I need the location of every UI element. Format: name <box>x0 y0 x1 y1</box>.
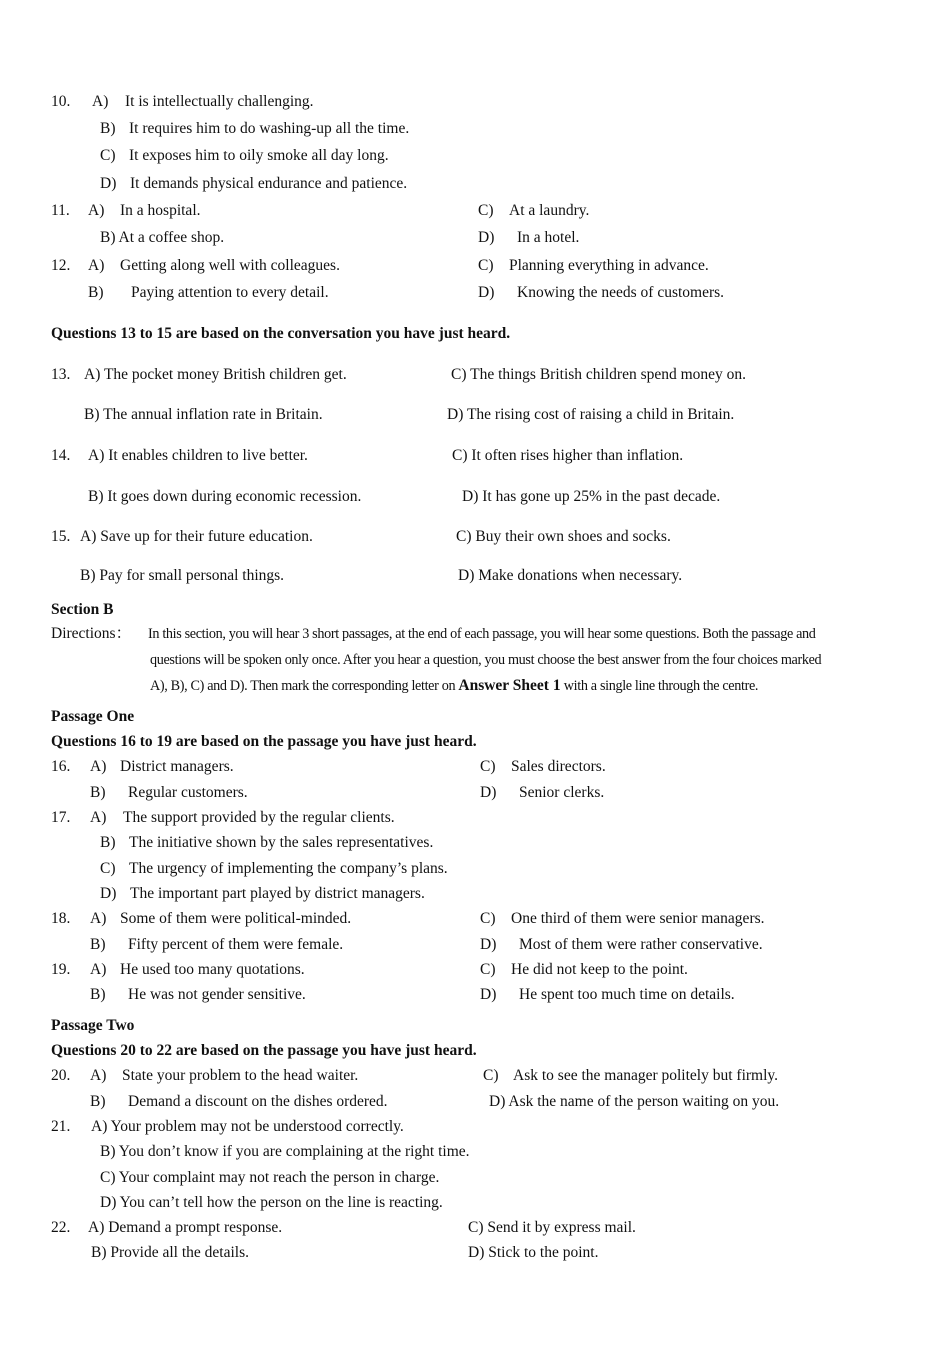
option-key: B) <box>90 1093 106 1110</box>
option-text: Getting along well with colleagues. <box>120 257 340 274</box>
option-key: D) <box>480 986 497 1003</box>
option-key: A) <box>90 758 107 775</box>
option-text: Paying attention to every detail. <box>131 284 329 301</box>
section-title: Section B <box>51 601 114 618</box>
option-key: A) <box>92 93 109 110</box>
option-text: B) At a coffee shop. <box>100 229 225 246</box>
option-text: It demands physical endurance and patience. <box>130 175 408 192</box>
question-number: 16. <box>51 758 71 775</box>
option-key: A) <box>90 910 107 927</box>
option-key: C) <box>100 860 116 877</box>
option-text: He used too many quotations. <box>120 961 305 978</box>
option-text: A) Demand a prompt response. <box>88 1219 283 1236</box>
option-text: D) Make donations when necessary. <box>458 567 683 584</box>
option-key: C) <box>480 758 496 775</box>
option-text: Some of them were political-minded. <box>120 910 352 927</box>
option-text: It exposes him to oily smoke all day long. <box>129 147 389 164</box>
option-key: D) <box>100 885 117 902</box>
option-key: B) <box>100 834 116 851</box>
option-key: B) <box>100 120 116 137</box>
option-key: C) <box>100 147 116 164</box>
option-key: A) <box>88 202 105 219</box>
option-text: A) It enables children to live better. <box>88 447 308 464</box>
option-text: B) Provide all the details. <box>91 1244 249 1261</box>
option-text: Ask to see the manager politely but firmly. <box>513 1067 779 1084</box>
directions-label: Directions： <box>51 625 132 642</box>
option-key: B) <box>90 936 106 953</box>
directions-text: In this section, you will hear 3 short passages, at the end of each passage, you will hear some questions. Both the passage and <box>148 626 816 642</box>
option-key: B) <box>90 986 106 1003</box>
option-text: D) The rising cost of raising a child in Britain. <box>447 406 735 423</box>
option-text: C) It often rises higher than inflation. <box>452 447 684 464</box>
directions-text-part: with a single line through the centre. <box>560 678 759 694</box>
option-text: A) Your problem may not be understood correctly. <box>91 1118 404 1135</box>
option-key: B) <box>88 284 104 301</box>
directions-text: questions will be spoken only once. After you hear a question, you must choose the best answer from the four choices marked <box>150 652 822 668</box>
directions-text <box>150 676 758 696</box>
option-text: Planning everything in advance. <box>509 257 709 274</box>
option-text: Knowing the needs of customers. <box>517 284 725 301</box>
question-number: 12. <box>51 257 71 274</box>
directions-text-part: A), B), C) and D). Then mark the corresponding letter on <box>150 678 459 694</box>
option-text: He was not gender sensitive. <box>128 986 306 1003</box>
option-text: The support provided by the regular clients. <box>123 809 395 826</box>
option-text: C) Buy their own shoes and socks. <box>456 528 671 545</box>
option-text: D) It has gone up 25% in the past decade. <box>462 488 721 505</box>
option-text: Regular customers. <box>128 784 248 801</box>
option-text: D) Ask the name of the person waiting on you. <box>489 1093 780 1110</box>
option-text: C) The things British children spend money on. <box>451 366 747 383</box>
question-number: 11. <box>51 202 70 219</box>
option-text: One third of them were senior managers. <box>511 910 765 927</box>
option-key: C) <box>480 910 496 927</box>
option-text: A) The pocket money British children get. <box>84 366 347 383</box>
option-text: At a laundry. <box>509 202 590 219</box>
question-number: 15. <box>51 528 71 545</box>
option-key: D) <box>480 784 497 801</box>
option-text: He spent too much time on details. <box>519 986 735 1003</box>
option-text: It is intellectually challenging. <box>125 93 314 110</box>
questions-heading: Questions 13 to 15 are based on the conversation you have just heard. <box>51 325 511 342</box>
answer-sheet-label: Answer Sheet 1 <box>458 677 561 694</box>
option-text: Demand a discount on the dishes ordered. <box>128 1093 388 1110</box>
option-text: The urgency of implementing the company’s plans. <box>129 860 448 877</box>
option-key: C) <box>480 961 496 978</box>
option-text: C) Your complaint may not reach the person in charge. <box>100 1169 440 1186</box>
option-key: C) <box>478 257 494 274</box>
option-text: Senior clerks. <box>519 784 605 801</box>
question-number: 13. <box>51 366 71 383</box>
question-number: 21. <box>51 1118 71 1135</box>
option-text: District managers. <box>120 758 234 775</box>
questions-heading: Questions 20 to 22 are based on the passage you have just heard. <box>51 1042 477 1059</box>
option-text: Sales directors. <box>511 758 606 775</box>
question-number: 14. <box>51 447 71 464</box>
question-number: 20. <box>51 1067 71 1084</box>
option-text: The initiative shown by the sales representatives. <box>129 834 434 851</box>
option-text: He did not keep to the point. <box>511 961 688 978</box>
option-key: A) <box>90 809 107 826</box>
option-text: State your problem to the head waiter. <box>122 1067 359 1084</box>
option-key: C) <box>478 202 494 219</box>
question-number: 22. <box>51 1219 71 1236</box>
option-key: D) <box>478 284 495 301</box>
option-text: In a hotel. <box>517 229 580 246</box>
question-number: 19. <box>51 961 71 978</box>
option-text: It requires him to do washing-up all the time. <box>129 120 410 137</box>
option-key: D) <box>480 936 497 953</box>
option-key: B) <box>90 784 106 801</box>
question-number: 10. <box>51 93 71 110</box>
option-text: Most of them were rather conservative. <box>519 936 763 953</box>
option-key: C) <box>483 1067 499 1084</box>
option-text: B) The annual inflation rate in Britain. <box>84 406 323 423</box>
option-text: C) Send it by express mail. <box>468 1219 636 1236</box>
option-key: D) <box>100 175 117 192</box>
passage-title: Passage One <box>51 708 135 725</box>
option-key: A) <box>88 257 105 274</box>
passage-title: Passage Two <box>51 1017 135 1034</box>
option-text: B) You don’t know if you are complaining at the right time. <box>100 1143 470 1160</box>
question-number: 17. <box>51 809 71 826</box>
option-key: D) <box>478 229 495 246</box>
option-text: B) It goes down during economic recession. <box>88 488 362 505</box>
option-text: D) You can’t tell how the person on the line is reacting. <box>100 1194 443 1211</box>
option-text: Fifty percent of them were female. <box>128 936 344 953</box>
option-key: A) <box>90 961 107 978</box>
option-text: D) Stick to the point. <box>468 1244 599 1261</box>
option-text: A) Save up for their future education. <box>80 528 313 545</box>
option-key: A) <box>90 1067 107 1084</box>
option-text: The important part played by district managers. <box>130 885 425 902</box>
questions-heading: Questions 16 to 19 are based on the passage you have just heard. <box>51 733 477 750</box>
option-text: B) Pay for small personal things. <box>80 567 285 584</box>
option-text: In a hospital. <box>120 202 201 219</box>
question-number: 18. <box>51 910 71 927</box>
